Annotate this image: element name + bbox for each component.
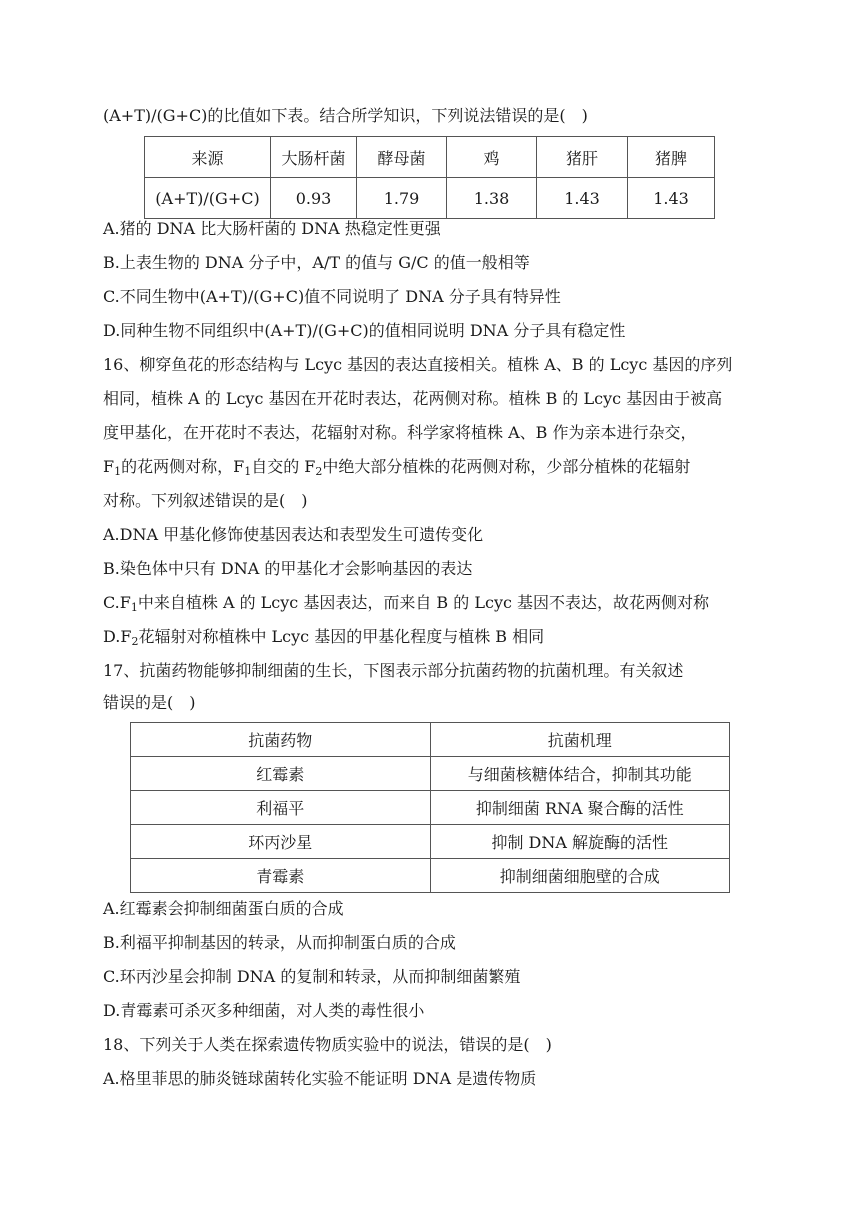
table-cell: 1.43 — [537, 178, 628, 219]
table-header-cell: 鸡 — [447, 137, 537, 178]
q16-option-c: $C.F_1$中来自植株 A 的 Lcyc 基因表达，而来自 B 的 Lcyc 基因不表达，故花两侧对称 — [103, 593, 710, 614]
table-cell: 利福平 — [131, 791, 431, 825]
table-header-cell: 酵母菌 — [357, 137, 447, 178]
table-cell: 青霉素 — [131, 859, 431, 893]
table-row — [131, 791, 730, 825]
table-header-cell: 猪肝 — [537, 137, 628, 178]
table-row — [131, 757, 730, 791]
table-cell: 1.79 — [357, 178, 447, 219]
q16-option-a: A.DNA 甲基化修饰使基因表达和表型发生可遗传变化 — [103, 525, 484, 544]
q16-stem-line-1: 16、柳穿鱼花的形态结构与 Lcyc 基因的表达直接相关。植株 A、B 的 Lcyc 基因的序列 — [103, 355, 733, 374]
table-header-cell: 猪脾 — [628, 137, 715, 178]
table-cell: 红霉素 — [131, 757, 431, 791]
q15-stem: (A+T)/(G+C)的比值如下表。结合所学知识，下列说法错误的是( ) — [103, 106, 588, 125]
q17-option-d: D.青霉素可杀灭多种细菌，对人类的毒性很小 — [103, 1001, 425, 1020]
table-row — [131, 723, 730, 757]
q16-stem-line-2: 相同，植株 A 的 Lcyc 基因在开花时表达，花两侧对称。植株 B 的 Lcyc 基因由于被高 — [103, 389, 723, 408]
table-cell: 抑制细菌 RNA 聚合酶的活性 — [430, 791, 730, 825]
table-row — [131, 859, 730, 893]
table-cell: 0.93 — [271, 178, 357, 219]
table-cell: 环丙沙星 — [131, 825, 431, 859]
table-row — [145, 137, 715, 178]
q16-stem-line-4: $F_1$的花两侧对称，$F_1$自交的 $F_2$中绝大部分植株的花两侧对称，少部分植株的花辐射 — [103, 457, 691, 478]
q16-stem-line-3: 度甲基化，在开花时不表达，花辐射对称。科学家将植株 A、B 作为亲本进行杂交， — [103, 423, 697, 442]
q17-antibiotic-table — [130, 722, 730, 893]
table-header-cell: 抗菌机理 — [430, 723, 730, 757]
q16-option-b: B.染色体中只有 DNA 的甲基化才会影响基因的表达 — [103, 559, 473, 578]
table-cell: 抑制细菌细胞壁的合成 — [430, 859, 730, 893]
table-row — [131, 825, 730, 859]
table-header-cell: 来源 — [145, 137, 271, 178]
q17-option-a: A.红霉素会抑制细菌蛋白质的合成 — [103, 899, 344, 918]
q17-stem-line-2: 错误的是( ) — [103, 693, 196, 712]
q17-stem-line-1: 17、抗菌药物能够抑制细菌的生长，下图表示部分抗菌药物的抗菌机理。有关叙述 — [103, 661, 684, 680]
table-header-cell: 大肠杆菌 — [271, 137, 357, 178]
table-row — [145, 178, 715, 219]
q18-stem: 18、下列关于人类在探索遗传物质实验中的说法，错误的是( ) — [103, 1035, 552, 1054]
q15-ratio-table — [144, 136, 715, 219]
q15-option-c: C.不同生物中(A+T)/(G+C)值不同说明了 DNA 分子具有特异性 — [103, 287, 561, 306]
q15-option-d: D.同种生物不同组织中(A+T)/(G+C)的值相同说明 DNA 分子具有稳定性 — [103, 321, 626, 340]
table-header-cell: 抗菌药物 — [131, 723, 431, 757]
table-cell: (A+T)/(G+C) — [145, 178, 271, 219]
table-cell: 1.43 — [628, 178, 715, 219]
q17-option-b: B.利福平抑制基因的转录，从而抑制蛋白质的合成 — [103, 933, 456, 952]
q15-option-a: A.猪的 DNA 比大肠杆菌的 DNA 热稳定性更强 — [103, 219, 441, 238]
q17-option-c: C.环丙沙星会抑制 DNA 的复制和转录，从而抑制细菌繁殖 — [103, 967, 521, 986]
q16-option-d: $D.F_2$花辐射对称植株中 Lcyc 基因的甲基化程度与植株 B 相同 — [103, 627, 545, 648]
q16-stem-line-5: 对称。下列叙述错误的是( ) — [103, 491, 308, 510]
table-cell: 1.38 — [447, 178, 537, 219]
table-cell: 抑制 DNA 解旋酶的活性 — [430, 825, 730, 859]
q18-option-a: A.格里菲思的肺炎链球菌转化实验不能证明 DNA 是遗传物质 — [103, 1069, 537, 1088]
q15-option-b: B.上表生物的 DNA 分子中，A/T 的值与 G/C 的值一般相等 — [103, 253, 530, 272]
table-cell: 与细菌核糖体结合，抑制其功能 — [430, 757, 730, 791]
